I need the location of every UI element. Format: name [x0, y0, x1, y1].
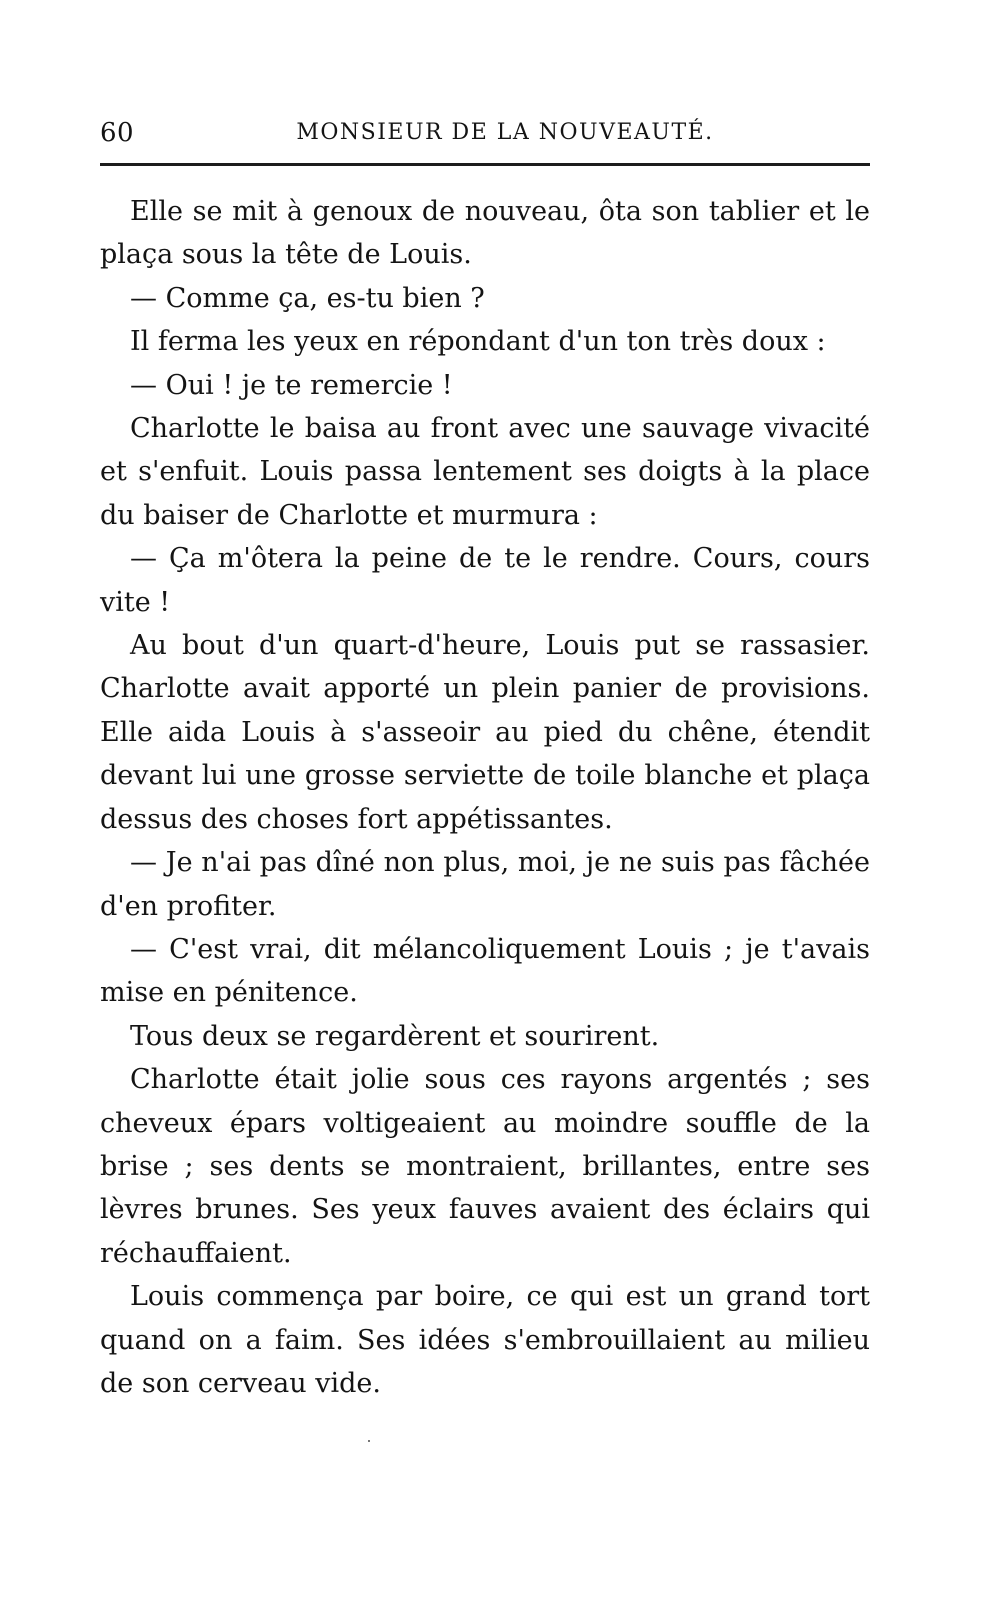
header-rule: [100, 163, 870, 166]
running-title: MONSIEUR DE LA NOUVEAUTÉ.: [296, 120, 714, 145]
page-number: 60: [100, 118, 135, 148]
paragraph: Louis commença par boire, ce qui est un grand tort quand on a faim. Ses idées s'embrouillaient au milieu de son cerveau vide.: [100, 1281, 870, 1399]
paragraph: — Je n'ai pas dîné non plus, moi, je ne suis pas fâchée d'en profiter.: [100, 847, 870, 922]
print-speck: [368, 1440, 370, 1442]
paragraph: Charlotte était jolie sous ces rayons argentés ; ses cheveux épars voltigeaient au moindre souffle de la brise ; ses dents se montraient, brillantes, entre ses lèvres brunes. Ses yeux fauves avaient des éclairs qui réchauffaient.: [100, 1064, 870, 1269]
paragraph: Tous deux se regardèrent et sourirent.: [130, 1020, 660, 1052]
paragraph: — Ça m'ôtera la peine de te le rendre. Cours, cours vite !: [100, 543, 870, 618]
paragraph: Au bout d'un quart-d'heure, Louis put se rassasier. Charlotte avait apporté un plein panier de provisions. Elle aida Louis à s'asseoir au pied du chêne, étendit devant lui une grosse serviette de toile blanche et plaça dessus des choses fort appétissantes.: [100, 630, 870, 835]
body-text: [100, 190, 870, 1405]
paragraph: Il ferma les yeux en répondant d'un ton très doux :: [130, 326, 826, 358]
page-header: [100, 118, 870, 158]
paragraph: — Oui ! je te remercie !: [130, 369, 453, 401]
paragraph: Elle se mit à genoux de nouveau, ôta son tablier et le plaça sous la tête de Louis.: [100, 196, 870, 271]
paragraph: Charlotte le baisa au front avec une sauvage vivacité et s'enfuit. Louis passa lentement ses doigts à la place du baiser de Charlotte et murmura :: [100, 413, 870, 531]
paragraph: — Comme ça, es-tu bien ?: [130, 282, 485, 314]
paragraph: — C'est vrai, dit mélancoliquement Louis ; je t'avais mise en pénitence.: [100, 933, 870, 1009]
